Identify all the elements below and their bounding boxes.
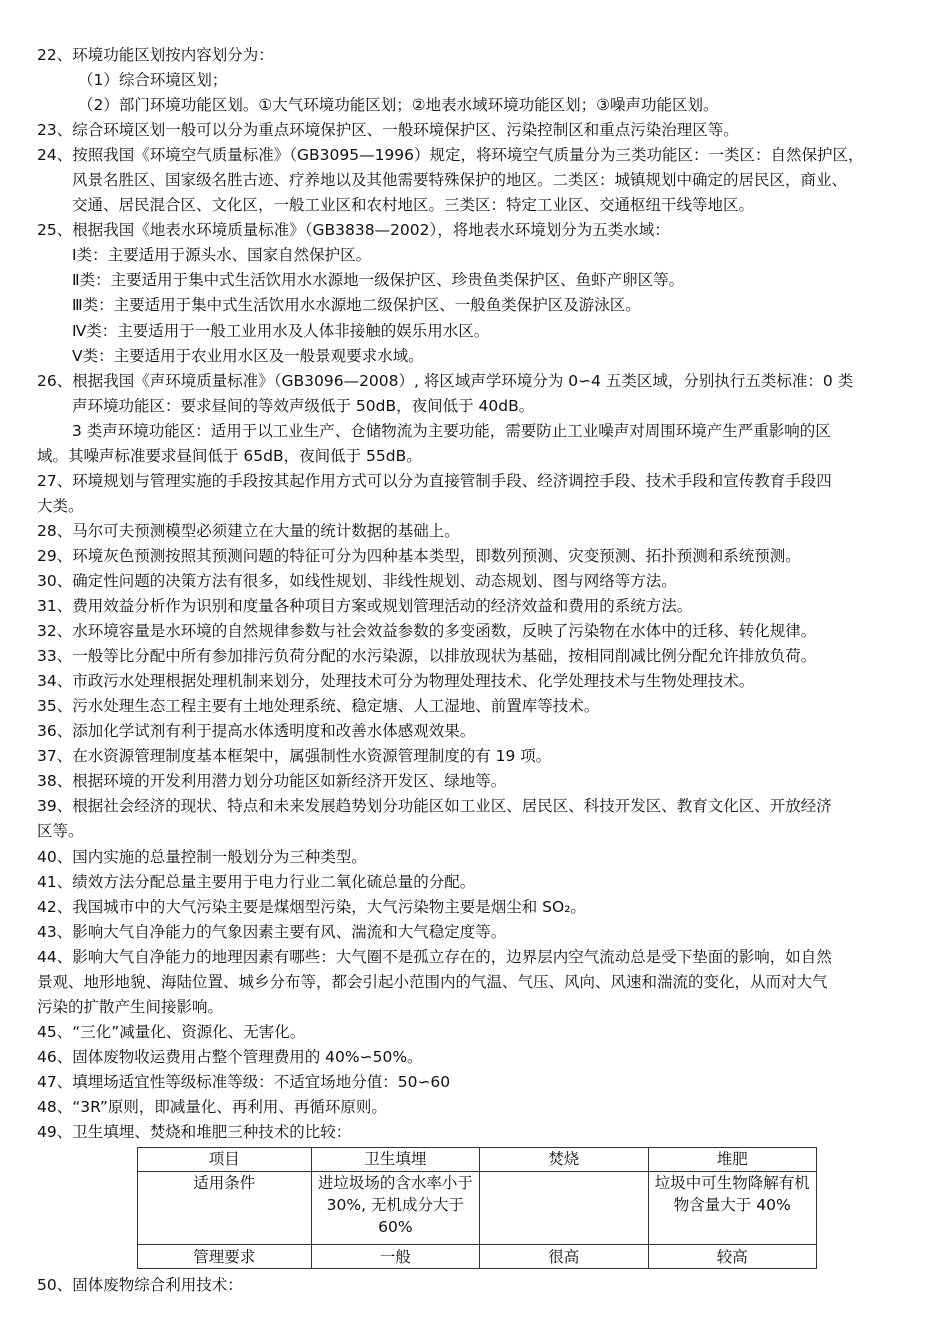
text-line: 43、影响大气自净能力的气象因素主要有风、湍流和大气稳定度等。 [37, 922, 507, 941]
table-row-label: 管理要求 [138, 1245, 312, 1269]
table-cell: 较高 [648, 1245, 817, 1269]
text-line: 49、卫生填埋、焚烧和堆肥三种技术的比较： [37, 1123, 352, 1142]
table-cell: 垃圾中可生物降解有机物含量大于 40% [648, 1172, 817, 1245]
text-line: 22、环境功能区划按内容划分为： [37, 46, 274, 64]
document-body [0, 43, 950, 1145]
text-line: 23、综合环境区划一般可以分为重点环境保护区、一般环境保护区、污染控制区和重点污染治理区等。 [37, 121, 739, 140]
text-line: Ⅱ类：主要适用于集中式生活饮用水水源地一级保护区、珍贵鱼类保护区、鱼虾产卵区等。 [72, 271, 685, 290]
text-line: 33、一般等比分配中所有参加排污负荷分配的水污染源，以排放现状为基础，按相同削减比例分配允许排放负荷。 [37, 647, 817, 666]
text-line: 32、水环境容量是水环境的自然规律参数与社会效益参数的多变函数，反映了污染物在水体中的迁移、转化规律。 [37, 622, 817, 641]
table-row [138, 1172, 817, 1245]
table-header-cell: 卫生填埋 [311, 1148, 479, 1172]
comparison-table [137, 1147, 817, 1269]
text-line: 46、固体废物收运费用占整个管理费用的 40%∽50%。 [37, 1047, 423, 1066]
text-line: 29、环境灰色预测按照其预测问题的特征可分为四种基本类型，即数列预测、灾变预测、拓扑预测和系统预测。 [37, 546, 801, 565]
text-line: 35、污水处理生态工程主要有土地处理系统、稳定塘、人工湿地、前置库等技术。 [37, 697, 600, 716]
text-line: 50、固体废物综合利用技术： [37, 1276, 243, 1295]
text-line: 风景名胜区、国家级名胜古迹、疗养地以及其他需要特殊保护的地区。二类区：城镇规划中确定的居民区，商业、 [72, 171, 848, 190]
text-line: 大类。 [37, 496, 84, 515]
table-row [138, 1245, 817, 1269]
text-line: 41、绩效方法分配总量主要用于电力行业二氧化硫总量的分配。 [37, 872, 476, 891]
table-header-row [138, 1148, 817, 1172]
text-line: 污染的扩散产生间接影响。 [37, 997, 224, 1016]
text-line: 31、费用效益分析作为识别和度量各种项目方案或规划管理活动的经济效益和费用的系统方法。 [37, 597, 693, 616]
text-line: 交通、居民混合区、文化区，一般工业区和农村地区。三类区：特定工业区、交通枢纽干线等地区。 [72, 196, 755, 215]
text-line: 30、确定性问题的决策方法有很多，如线性规划、非线性规划、动态规划、图与网络等方法。 [37, 571, 677, 590]
text-line: 景观、地形地貌、海陆位置、城乡分布等，都会引起小范围内的气温、气压、风向、风速和湍流的变化，从而对大气 [37, 972, 828, 991]
comparison-table-wrapper [0, 1145, 950, 1273]
text-line: 25、根据我国《地表水环境质量标准》（GB3838—2002），将地表水环境划分为五类水域： [37, 221, 670, 240]
text-line: 38、根据环境的开发利用潜力划分功能区如新经济开发区、绿地等。 [37, 772, 507, 791]
table-header-cell: 项目 [138, 1148, 312, 1172]
document-page [0, 43, 950, 1298]
text-line: 45、“三化”减量化、资源化、无害化。 [37, 1022, 306, 1041]
text-line: 3 类声环境功能区：适用于以工业生产、仓储物流为主要功能，需要防止工业噪声对周围环境产生严重影响的区 [72, 421, 831, 440]
text-line: 40、国内实施的总量控制一般划分为三种类型。 [37, 847, 367, 866]
text-line: Ⅴ类：主要适用于农业用水区及一般景观要求水域。 [72, 346, 424, 365]
table-cell: 一般 [311, 1245, 479, 1269]
text-line: 42、我国城市中的大气污染主要是煤烟型污染，大气污染物主要是烟尘和 SO₂。 [37, 897, 586, 916]
table-header-cell: 焚烧 [480, 1148, 648, 1172]
table-header-cell: 堆肥 [648, 1148, 817, 1172]
text-line: 27、环境规划与管理实施的手段按其起作用方式可以分为直接管制手段、经济调控手段、技术手段和宣传教育手段四 [37, 471, 832, 490]
text-line: 域。其噪声标准要求昼间低于 65dB，夜间低于 55dB。 [37, 446, 422, 465]
text-line: （2）部门环境功能区划。①大气环境功能区划；②地表水域环境功能区划；③噪声功能区划。 [78, 96, 719, 115]
table-cell [480, 1172, 648, 1245]
table-cell: 很高 [480, 1245, 648, 1269]
text-line: 34、市政污水处理根据处理机制来划分，处理技术可分为物理处理技术、化学处理技术与生物处理技术。 [37, 672, 755, 691]
text-line: 36、添加化学试剂有利于提高水体透明度和改善水体感观效果。 [37, 722, 476, 741]
text-line: Ⅲ类：主要适用于集中式生活饮用水水源地二级保护区、一般鱼类保护区及游泳区。 [72, 296, 641, 315]
text-line: Ⅳ类：主要适用于一般工业用水及人体非接触的娱乐用水区。 [72, 321, 490, 340]
text-line: Ⅰ类：主要适用于源头水、国家自然保护区。 [72, 246, 372, 265]
table-cell: 进垃圾场的含水率小于 30%, 无机成分大于 60% [311, 1172, 479, 1245]
text-line: 44、影响大气自净能力的地理因素有哪些：大气圈不是孤立存在的，边界层内空气流动总是受下垫面的影响，如自然 [37, 947, 832, 966]
text-line: （1）综合环境区划； [78, 71, 228, 90]
text-line: 28、马尔可夫预测模型必须建立在大量的统计数据的基础上。 [37, 521, 460, 540]
table-row-label: 适用条件 [138, 1172, 312, 1245]
text-line: 声环境功能区：要求昼间的等效声级低于 50dB，夜间低于 40dB。 [72, 396, 535, 415]
text-line: 区等。 [37, 822, 84, 841]
text-line: 37、在水资源管理制度基本框架中，属强制性水资源管理制度的有 19 项。 [37, 747, 552, 766]
text-line: 26、根据我国《声环境质量标准》（GB3096—2008）, 将区域声学环境分为 0∽4 五类区域，分别执行五类标准：0 类 [37, 371, 854, 390]
text-line: 39、根据社会经济的现状、特点和未来发展趋势划分功能区如工业区、居民区、科技开发区、教育文化区、开放经济 [37, 797, 832, 816]
text-line: 47、填埋场适宜性等级标准等级：不适宜场地分值：50∽60 [37, 1072, 451, 1091]
text-line: 24、按照我国《环境空气质量标准》（GB3095—1996）规定，将环境空气质量分为三类功能区：一类区：自然保护区， [37, 146, 864, 165]
text-line: 48、“3R”原则，即减量化、再利用、再循环原则。 [37, 1097, 387, 1116]
